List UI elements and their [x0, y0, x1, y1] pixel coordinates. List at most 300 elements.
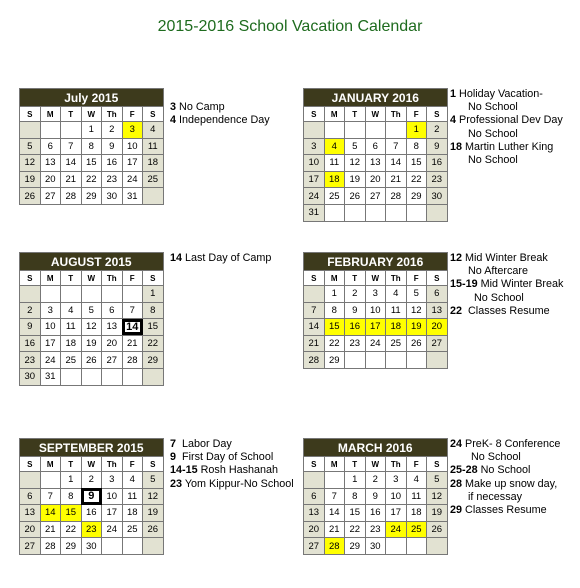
month-calendar	[19, 88, 164, 205]
day-cell: 15	[61, 505, 82, 522]
month-header: AUGUST 2015	[20, 253, 164, 271]
day-cell: 21	[122, 335, 143, 352]
day-cell: 21	[304, 335, 325, 352]
day-cell: 12	[20, 155, 41, 172]
event-note-line	[170, 451, 294, 464]
weekday-header: S	[427, 107, 448, 122]
day-cell: 19	[345, 171, 366, 188]
day-cell: 6	[304, 488, 325, 505]
event-note-line	[450, 464, 560, 477]
day-cell: 13	[365, 155, 386, 172]
event-description: Independence Day	[176, 114, 270, 127]
event-note-line	[450, 101, 563, 114]
month-calendar	[303, 438, 448, 555]
event-description: No School	[450, 291, 524, 304]
weekday-header: T	[345, 107, 366, 122]
day-cell: 30	[20, 368, 41, 385]
day-cell: 14	[61, 155, 82, 172]
event-description: No School	[477, 464, 531, 477]
weekday-header: S	[304, 271, 325, 286]
event-description: PreK- 8 Conference	[462, 438, 561, 450]
day-cell: 15	[406, 155, 427, 172]
day-cell: 9	[81, 488, 102, 505]
event-description: No Aftercare	[450, 265, 529, 278]
day-cell	[304, 122, 325, 139]
day-cell: 21	[324, 521, 345, 538]
day-cell: 2	[81, 472, 102, 489]
day-cell: 7	[386, 138, 407, 155]
weekday-header: S	[304, 457, 325, 472]
weekday-header: M	[40, 457, 61, 472]
day-cell	[406, 352, 427, 369]
weekday-header: T	[345, 271, 366, 286]
event-description: No Camp	[176, 101, 225, 113]
day-cell: 17	[365, 319, 386, 336]
day-cell: 15	[81, 155, 102, 172]
month-header: JANUARY 2016	[304, 89, 448, 107]
day-cell: 12	[345, 155, 366, 172]
day-cell	[386, 538, 407, 555]
event-note-line	[170, 101, 270, 114]
day-cell: 17	[386, 505, 407, 522]
month-calendar	[19, 438, 164, 555]
day-cell: 26	[81, 352, 102, 369]
event-date: 28	[450, 477, 463, 490]
day-cell: 4	[122, 472, 143, 489]
month-calendar	[19, 252, 164, 386]
event-note-line	[450, 491, 560, 504]
day-cell: 20	[365, 171, 386, 188]
day-cell: 23	[345, 335, 366, 352]
day-cell: 11	[122, 488, 143, 505]
day-cell: 10	[365, 302, 386, 319]
event-description: Labor Day	[176, 438, 232, 450]
day-cell	[324, 204, 345, 221]
weekday-header: S	[20, 107, 41, 122]
event-date: 3	[170, 101, 177, 113]
event-description: No School	[450, 127, 518, 140]
day-cell: 15	[143, 319, 164, 336]
day-cell: 27	[365, 188, 386, 205]
day-cell: 12	[427, 488, 448, 505]
event-notes	[450, 438, 560, 517]
day-cell: 13	[20, 505, 41, 522]
day-cell	[20, 472, 41, 489]
weekday-header: S	[20, 457, 41, 472]
day-cell: 16	[81, 505, 102, 522]
day-cell: 27	[427, 335, 448, 352]
day-cell: 30	[81, 538, 102, 555]
event-note-line	[170, 438, 294, 451]
day-cell: 7	[324, 488, 345, 505]
day-cell	[386, 122, 407, 139]
weekday-header: F	[122, 107, 143, 122]
day-cell: 24	[40, 352, 61, 369]
weekday-header: S	[143, 457, 164, 472]
day-cell: 29	[406, 188, 427, 205]
weekday-header: W	[365, 271, 386, 286]
weekday-header: T	[61, 271, 82, 286]
day-cell: 7	[304, 302, 325, 319]
day-cell: 2	[102, 122, 123, 139]
day-cell	[304, 472, 325, 489]
day-cell: 4	[61, 302, 82, 319]
weekday-header: W	[81, 107, 102, 122]
event-note-line	[450, 451, 560, 464]
weekday-header: W	[81, 271, 102, 286]
day-cell	[61, 368, 82, 385]
event-description: Rosh Hashanah	[197, 464, 279, 477]
event-note-line	[450, 154, 563, 167]
day-cell: 13	[427, 302, 448, 319]
day-cell: 28	[324, 538, 345, 555]
weekday-header: F	[406, 107, 427, 122]
day-cell: 17	[40, 335, 61, 352]
weekday-header: S	[304, 107, 325, 122]
weekday-header: F	[406, 457, 427, 472]
day-cell: 17	[102, 505, 123, 522]
event-note-line	[450, 305, 563, 318]
event-date: 4	[450, 114, 457, 127]
day-cell: 12	[81, 319, 102, 336]
event-date: 22	[450, 304, 463, 317]
event-date: 12	[450, 252, 463, 264]
event-date: 7	[170, 438, 177, 450]
day-cell	[386, 352, 407, 369]
day-cell: 15	[324, 319, 345, 336]
event-date: 9	[170, 451, 177, 464]
day-cell: 1	[324, 286, 345, 303]
day-cell: 4	[324, 138, 345, 155]
day-cell	[143, 538, 164, 555]
day-cell	[345, 204, 366, 221]
day-cell: 17	[122, 155, 143, 172]
month-header: FEBRUARY 2016	[304, 253, 448, 271]
day-cell: 3	[386, 472, 407, 489]
event-note-line	[450, 88, 563, 101]
month-header: MARCH 2016	[304, 439, 448, 457]
day-cell: 20	[102, 335, 123, 352]
event-date: 25-28	[450, 464, 478, 477]
day-cell	[20, 122, 41, 139]
weekday-header: T	[345, 457, 366, 472]
day-cell: 9	[345, 302, 366, 319]
day-cell	[365, 204, 386, 221]
day-cell: 2	[427, 122, 448, 139]
day-cell	[406, 538, 427, 555]
day-cell: 14	[304, 319, 325, 336]
day-cell: 12	[406, 302, 427, 319]
day-cell: 22	[143, 335, 164, 352]
day-cell: 4	[386, 286, 407, 303]
event-notes	[170, 438, 294, 491]
day-cell	[40, 472, 61, 489]
event-notes	[170, 252, 271, 265]
day-cell: 6	[20, 488, 41, 505]
weekday-header: M	[40, 271, 61, 286]
day-cell: 31	[40, 368, 61, 385]
day-cell: 28	[40, 538, 61, 555]
day-cell	[122, 538, 143, 555]
day-cell: 3	[365, 286, 386, 303]
day-cell	[61, 122, 82, 139]
weekday-header: Th	[386, 107, 407, 122]
weekday-header: Th	[386, 271, 407, 286]
day-cell	[81, 368, 102, 385]
day-cell: 22	[406, 171, 427, 188]
day-cell: 8	[324, 302, 345, 319]
day-cell: 31	[122, 188, 143, 205]
day-cell: 25	[386, 335, 407, 352]
event-description: if necessay	[450, 490, 523, 503]
day-cell: 7	[61, 138, 82, 155]
event-date: 14	[170, 252, 183, 264]
day-cell: 31	[304, 204, 325, 221]
day-cell: 10	[102, 488, 123, 505]
event-note-line	[450, 478, 560, 491]
day-cell: 2	[365, 472, 386, 489]
event-date: 14-15	[170, 464, 198, 477]
event-description: Professional Dev Day	[456, 114, 563, 127]
event-description: Classes Resume	[462, 504, 547, 517]
day-cell	[102, 368, 123, 385]
day-cell: 16	[365, 505, 386, 522]
weekday-header: S	[143, 271, 164, 286]
day-cell	[122, 286, 143, 303]
day-cell: 2	[20, 302, 41, 319]
day-cell	[365, 122, 386, 139]
day-cell: 3	[122, 122, 143, 139]
weekday-header: W	[81, 457, 102, 472]
day-cell	[102, 538, 123, 555]
day-cell: 27	[20, 538, 41, 555]
weekday-header: W	[365, 107, 386, 122]
weekday-header: S	[427, 457, 448, 472]
day-cell: 28	[304, 352, 325, 369]
day-cell: 16	[345, 319, 366, 336]
day-cell: 6	[365, 138, 386, 155]
day-cell: 10	[386, 488, 407, 505]
event-date: 23	[170, 477, 183, 490]
day-cell: 10	[304, 155, 325, 172]
day-cell: 21	[40, 521, 61, 538]
day-cell: 3	[102, 472, 123, 489]
day-cell: 22	[61, 521, 82, 538]
day-cell: 11	[406, 488, 427, 505]
day-cell: 24	[122, 171, 143, 188]
day-cell: 25	[406, 521, 427, 538]
day-cell: 22	[324, 335, 345, 352]
day-cell: 29	[81, 188, 102, 205]
month-header: July 2015	[20, 89, 164, 107]
event-note-line	[450, 252, 563, 265]
day-cell: 13	[304, 505, 325, 522]
event-date: 1	[450, 88, 457, 100]
event-note-line	[450, 292, 563, 305]
day-cell: 16	[20, 335, 41, 352]
event-notes	[450, 88, 563, 167]
event-description: Classes Resume	[462, 304, 550, 317]
day-cell: 1	[345, 472, 366, 489]
day-cell: 23	[20, 352, 41, 369]
day-cell	[122, 368, 143, 385]
day-cell: 8	[143, 302, 164, 319]
day-cell	[40, 122, 61, 139]
day-cell: 27	[102, 352, 123, 369]
event-description: First Day of School	[176, 451, 274, 464]
weekday-header: W	[365, 457, 386, 472]
day-cell: 26	[345, 188, 366, 205]
day-cell: 8	[406, 138, 427, 155]
day-cell: 16	[427, 155, 448, 172]
day-cell	[345, 122, 366, 139]
event-note-line	[170, 114, 270, 127]
day-cell: 28	[386, 188, 407, 205]
day-cell: 6	[427, 286, 448, 303]
event-description: Mid Winter Break	[477, 278, 564, 291]
event-date: 24	[450, 438, 463, 450]
weekday-header: S	[143, 107, 164, 122]
day-cell: 20	[427, 319, 448, 336]
event-note-line	[170, 464, 294, 477]
weekday-header: Th	[386, 457, 407, 472]
day-cell	[20, 286, 41, 303]
day-cell	[81, 286, 102, 303]
day-cell: 11	[61, 319, 82, 336]
day-cell: 27	[40, 188, 61, 205]
event-description: Last Day of Camp	[182, 252, 272, 264]
event-description: No School	[450, 154, 518, 167]
day-cell: 18	[143, 155, 164, 172]
day-cell: 29	[345, 538, 366, 555]
day-cell	[61, 286, 82, 303]
day-cell: 18	[122, 505, 143, 522]
event-date: 15-19	[450, 278, 478, 291]
event-description: Mid Winter Break	[462, 252, 548, 264]
day-cell	[324, 472, 345, 489]
day-cell: 24	[102, 521, 123, 538]
day-cell: 20	[40, 171, 61, 188]
day-cell: 12	[143, 488, 164, 505]
day-cell: 29	[324, 352, 345, 369]
day-cell: 26	[427, 521, 448, 538]
month-header: SEPTEMBER 2015	[20, 439, 164, 457]
event-note-line	[450, 141, 563, 154]
day-cell: 23	[81, 521, 102, 538]
weekday-header: F	[406, 271, 427, 286]
event-description: No School	[450, 451, 521, 464]
day-cell: 1	[406, 122, 427, 139]
day-cell: 24	[365, 335, 386, 352]
day-cell	[406, 204, 427, 221]
day-cell	[365, 352, 386, 369]
weekday-header: M	[324, 457, 345, 472]
day-cell: 9	[20, 319, 41, 336]
day-cell	[304, 286, 325, 303]
event-note-line	[450, 278, 563, 291]
day-cell: 29	[143, 352, 164, 369]
day-cell: 17	[304, 171, 325, 188]
weekday-header: S	[427, 271, 448, 286]
event-description: Make up snow day,	[462, 477, 558, 490]
day-cell: 1	[61, 472, 82, 489]
day-cell: 14	[386, 155, 407, 172]
month-calendar	[303, 252, 448, 369]
day-cell: 3	[40, 302, 61, 319]
day-cell: 10	[122, 138, 143, 155]
day-cell: 13	[40, 155, 61, 172]
day-cell: 25	[122, 521, 143, 538]
day-cell: 30	[427, 188, 448, 205]
day-cell: 11	[324, 155, 345, 172]
day-cell: 25	[324, 188, 345, 205]
day-cell: 9	[102, 138, 123, 155]
day-cell: 23	[102, 171, 123, 188]
month-calendar	[303, 88, 448, 222]
day-cell: 5	[427, 472, 448, 489]
day-cell: 23	[365, 521, 386, 538]
day-cell: 9	[365, 488, 386, 505]
day-cell: 20	[20, 521, 41, 538]
day-cell	[427, 538, 448, 555]
day-cell: 25	[143, 171, 164, 188]
event-description: Martin Luther King	[462, 140, 554, 153]
weekday-header: Th	[102, 271, 123, 286]
event-note-line	[450, 114, 563, 127]
event-note-line	[450, 438, 560, 451]
day-cell: 5	[20, 138, 41, 155]
day-cell: 21	[61, 171, 82, 188]
event-date: 4	[170, 114, 177, 127]
day-cell: 16	[102, 155, 123, 172]
day-cell: 3	[304, 138, 325, 155]
day-cell: 22	[81, 171, 102, 188]
day-cell: 8	[61, 488, 82, 505]
day-cell: 27	[304, 538, 325, 555]
day-cell: 19	[427, 505, 448, 522]
day-cell: 29	[61, 538, 82, 555]
day-cell: 19	[143, 505, 164, 522]
day-cell: 30	[102, 188, 123, 205]
event-description: Holiday Vacation-	[456, 88, 543, 100]
day-cell: 18	[406, 505, 427, 522]
day-cell: 18	[386, 319, 407, 336]
event-description: Yom Kippur-No School	[182, 477, 294, 490]
day-cell	[102, 286, 123, 303]
weekday-header: Th	[102, 107, 123, 122]
weekday-header: S	[20, 271, 41, 286]
event-note-line	[450, 265, 563, 278]
day-cell: 14	[324, 505, 345, 522]
day-cell: 19	[81, 335, 102, 352]
day-cell: 10	[40, 319, 61, 336]
day-cell: 30	[365, 538, 386, 555]
day-cell: 14	[122, 319, 143, 336]
day-cell: 7	[122, 302, 143, 319]
day-cell: 24	[386, 521, 407, 538]
day-cell: 18	[324, 171, 345, 188]
day-cell: 1	[143, 286, 164, 303]
day-cell: 4	[143, 122, 164, 139]
day-cell	[345, 352, 366, 369]
day-cell: 14	[40, 505, 61, 522]
day-cell: 1	[81, 122, 102, 139]
day-cell	[143, 368, 164, 385]
day-cell: 19	[20, 171, 41, 188]
weekday-header: M	[324, 107, 345, 122]
day-cell: 11	[386, 302, 407, 319]
day-cell: 7	[40, 488, 61, 505]
